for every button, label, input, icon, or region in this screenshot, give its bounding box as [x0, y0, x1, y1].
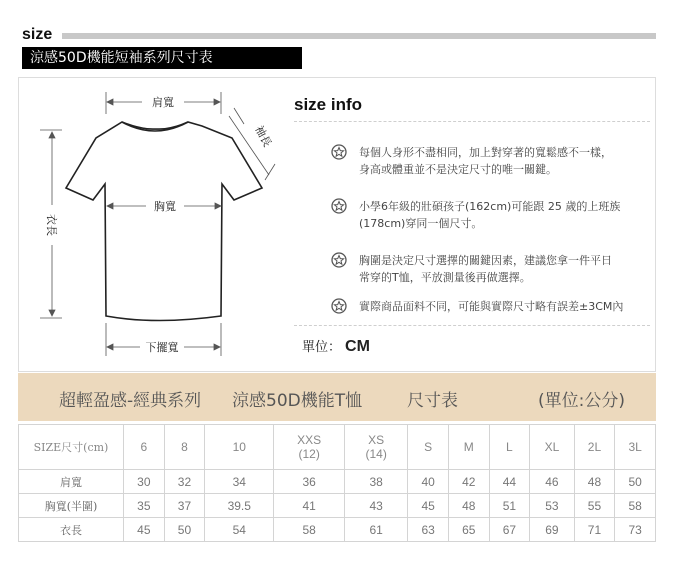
- size-header-label: SIZE尺寸(cm): [19, 425, 124, 470]
- star-outline-icon: [331, 198, 347, 214]
- star-outline-icon: [331, 298, 347, 314]
- table-cell: 58: [615, 494, 656, 518]
- size-cell: [164, 425, 205, 470]
- table-cell: 67: [489, 518, 530, 542]
- table-cell: 45: [408, 494, 449, 518]
- table-cell: 34: [205, 470, 274, 494]
- size-cell: [574, 425, 615, 470]
- row-label: 衣長: [19, 518, 124, 542]
- size-table-header: [18, 373, 656, 421]
- size-cell: [448, 425, 489, 470]
- table-cell: 54: [205, 518, 274, 542]
- info-divider: [294, 121, 650, 122]
- size-code: 8: [181, 440, 188, 454]
- unit-value: CM: [345, 338, 370, 355]
- chest-label: 胸寬: [154, 200, 176, 213]
- size-cell: [408, 425, 449, 470]
- table-cell: 63: [408, 518, 449, 542]
- table-cell: 30: [124, 470, 165, 494]
- size-cell: [274, 425, 345, 470]
- tshirt-outline: [66, 122, 262, 321]
- table-cell: 32: [164, 470, 205, 494]
- table-row: [19, 494, 656, 518]
- unit-label: 單位：: [302, 340, 342, 355]
- size-info-title: size info: [294, 95, 363, 114]
- size-cell: [124, 425, 165, 470]
- size-code: S: [424, 440, 433, 454]
- star-outline-icon: [331, 144, 347, 160]
- table-cell: 35: [124, 494, 165, 518]
- shoulder-label: 肩寬: [152, 96, 174, 109]
- table-cell: 55: [574, 494, 615, 518]
- product-name: 涼感50D機能T恤: [232, 391, 363, 411]
- size-code: XL: [544, 440, 560, 454]
- size-header-row: [19, 425, 656, 470]
- table-title: 尺寸表: [407, 391, 458, 411]
- info-bullet: [331, 144, 651, 178]
- info-bullet: [331, 252, 651, 286]
- size-code: 10: [232, 440, 246, 454]
- table-cell: 43: [345, 494, 408, 518]
- size-age: (12): [298, 447, 320, 461]
- sleeve-label: 袖長: [252, 123, 274, 150]
- bullet-line: 身高或體重並不是決定尺寸的唯一關鍵。: [359, 163, 557, 176]
- table-cell: 38: [345, 470, 408, 494]
- table-cell: 53: [530, 494, 574, 518]
- bullet-line: 實際商品面料不同，可能與實際尺寸略有誤差±3CM內: [359, 300, 624, 313]
- size-cell: [345, 425, 408, 470]
- size-cell: [205, 425, 274, 470]
- size-cell: [489, 425, 530, 470]
- size-table: [18, 424, 656, 542]
- star-outline-icon: [331, 252, 347, 268]
- series-name: 超輕盈感-經典系列: [59, 391, 202, 411]
- table-cell: 51: [489, 494, 530, 518]
- table-cell: 36: [274, 470, 345, 494]
- table-cell: 37: [164, 494, 205, 518]
- table-row: [19, 518, 656, 542]
- size-code: 3L: [628, 440, 642, 454]
- section-heading: size: [22, 26, 53, 43]
- bullet-line: 常穿的T恤，平放測量後再做選擇。: [359, 271, 531, 284]
- info-bullet: [331, 298, 651, 315]
- bullet-line: 小學6年級的壯碩孩子(162cm)可能跟 25 歲的上班族: [359, 200, 621, 213]
- heading-rule: [62, 33, 656, 39]
- size-cell: [615, 425, 656, 470]
- table-cell: 48: [448, 494, 489, 518]
- row-label: 肩寬: [19, 470, 124, 494]
- table-cell: 44: [489, 470, 530, 494]
- size-age: (14): [365, 447, 387, 461]
- table-cell: 69: [530, 518, 574, 542]
- unit-row: [302, 336, 370, 356]
- size-code: XS: [368, 433, 385, 447]
- size-cell: [530, 425, 574, 470]
- size-code: L: [506, 440, 513, 454]
- size-code: 6: [140, 440, 148, 454]
- bullet-line: 胸圍是決定尺寸選擇的關鍵因素，建議您拿一件平日: [359, 254, 612, 267]
- table-cell: 46: [530, 470, 574, 494]
- table-cell: 65: [448, 518, 489, 542]
- banner-title: 涼感50D機能短袖系列尺寸表: [22, 47, 302, 69]
- size-code: 2L: [587, 440, 602, 454]
- table-cell: 50: [615, 470, 656, 494]
- size-code: XXS: [297, 433, 322, 447]
- table-cell: 48: [574, 470, 615, 494]
- bullet-line: 每個人身形不盡相同，加上對穿著的寬鬆感不一樣，: [359, 146, 612, 159]
- length-label: 衣長: [45, 214, 58, 236]
- table-cell: 50: [164, 518, 205, 542]
- table-cell: 40: [408, 470, 449, 494]
- row-label: 胸寬(半圍): [19, 494, 124, 518]
- bullet-line: (178cm)穿同一個尺寸。: [359, 217, 483, 230]
- table-cell: 71: [574, 518, 615, 542]
- tshirt-measurement-diagram: [22, 80, 294, 370]
- info-bullet: [331, 198, 651, 232]
- table-cell: 39.5: [205, 494, 274, 518]
- table-cell: 41: [274, 494, 345, 518]
- hem-label: 下擺寬: [145, 341, 179, 354]
- table-cell: 42: [448, 470, 489, 494]
- unit-note: (單位:公分): [538, 391, 625, 411]
- table-cell: 58: [274, 518, 345, 542]
- size-code: M: [463, 440, 474, 454]
- table-cell: 45: [124, 518, 165, 542]
- table-row: [19, 470, 656, 494]
- info-divider: [294, 325, 650, 326]
- table-cell: 73: [615, 518, 656, 542]
- table-cell: 61: [345, 518, 408, 542]
